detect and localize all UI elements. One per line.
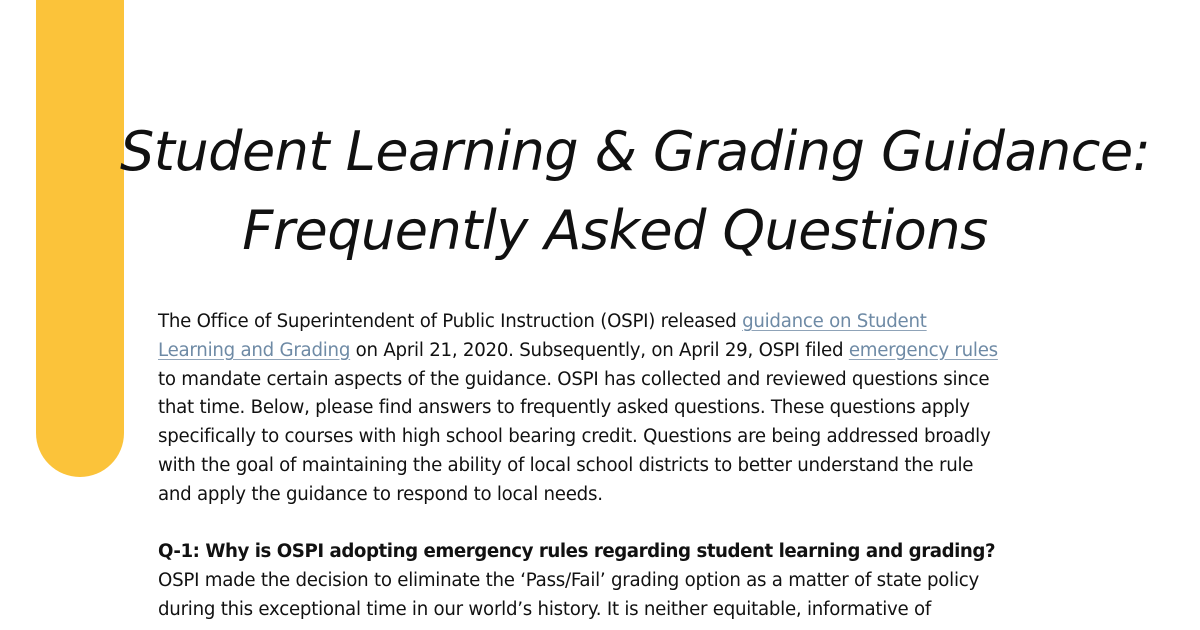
intro-line-2 [158, 337, 1058, 366]
intro-line-5: specifically to courses with high school bearing credit. Questions are being addressed broadly [158, 426, 991, 448]
document-title [120, 112, 1151, 270]
emergency-rules-link[interactable]: emergency rules [848, 339, 998, 361]
guidance-link-part-2[interactable]: Learning and Grading [158, 339, 351, 361]
intro-line-6: with the goal of maintaining the ability of local school districts to better understand the rule [158, 454, 974, 476]
intro-line-7: and apply the guidance to respond to local needs. [158, 483, 603, 505]
guidance-link-part-1[interactable]: guidance on Student [742, 311, 927, 332]
title-line-2: Frequently Asked Questions [242, 199, 988, 262]
document-body [158, 308, 1058, 625]
title-line-1: Student Learning & Grading Guidance: [120, 120, 1151, 183]
faq-answer-1-line-1: OSPI made the decision to eliminate the ‘Pass/Fail’ grading option as a matter of state policy [158, 570, 980, 592]
paragraph-spacer [158, 510, 1058, 539]
intro-line-4: that time. Below, please find answers to frequently asked questions. These questions apply [158, 397, 970, 419]
yellow-accent-bar [36, 0, 124, 477]
intro-line-3: to mandate certain aspects of the guidance. OSPI has collected and reviewed questions since [158, 368, 990, 390]
faq-answer-1-line-2: during this exceptional time in our world’s history. It is neither equitable, informative of [158, 598, 932, 620]
intro-text: The Office of Superintendent of Public Instruction (OSPI) released [158, 311, 743, 332]
faq-question-1: Q-1: Why is OSPI adopting emergency rules regarding student learning and grading? [158, 541, 996, 563]
intro-text: on April 21, 2020. Subsequently, on April 29, OSPI filed [350, 339, 849, 361]
intro-line-1 [158, 308, 1058, 337]
